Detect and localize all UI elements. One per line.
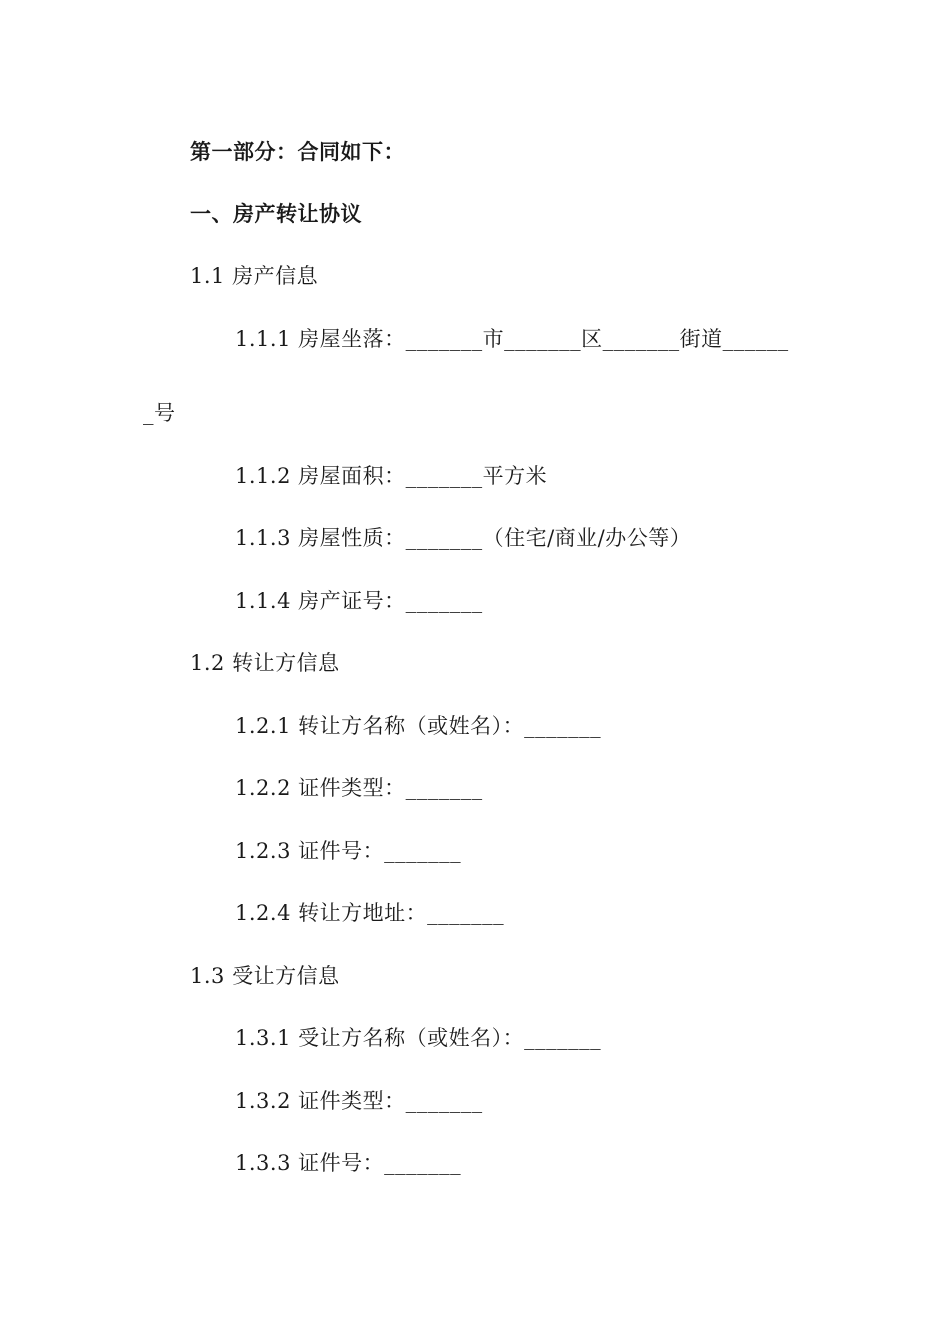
- clause-line: 1.2.3 证件号：_______: [235, 839, 462, 863]
- part-heading: 第一部分：合同如下：: [190, 140, 405, 164]
- subsection-title: 1.3 受让方信息: [190, 964, 340, 988]
- subsection-title: 1.2 转让方信息: [190, 651, 340, 675]
- subsection-title: 1.1 房产信息: [190, 264, 319, 288]
- clause-line: 1.1.1 房屋坐落：_______市_______区_______街道______: [235, 327, 789, 351]
- clause-line: 1.3.3 证件号：_______: [235, 1151, 462, 1175]
- clause-line: 1.2.1 转让方名称（或姓名）：_______: [235, 714, 602, 738]
- clause-line: 1.2.2 证件类型：_______: [235, 776, 483, 800]
- clause-line: 1.3.2 证件类型：_______: [235, 1089, 483, 1113]
- clause-continuation: _号: [143, 401, 176, 425]
- clause-line: 1.1.4 房产证号：_______: [235, 589, 483, 613]
- clause-line: 1.1.3 房屋性质：_______（住宅/商业/办公等）: [235, 526, 692, 550]
- clause-line: 1.3.1 受让方名称（或姓名）：_______: [235, 1026, 602, 1050]
- clause-line: 1.1.2 房屋面积：_______平方米: [235, 464, 548, 488]
- section-heading: 一、房产转让协议: [190, 202, 362, 226]
- clause-line: 1.2.4 转让方地址：_______: [235, 901, 505, 925]
